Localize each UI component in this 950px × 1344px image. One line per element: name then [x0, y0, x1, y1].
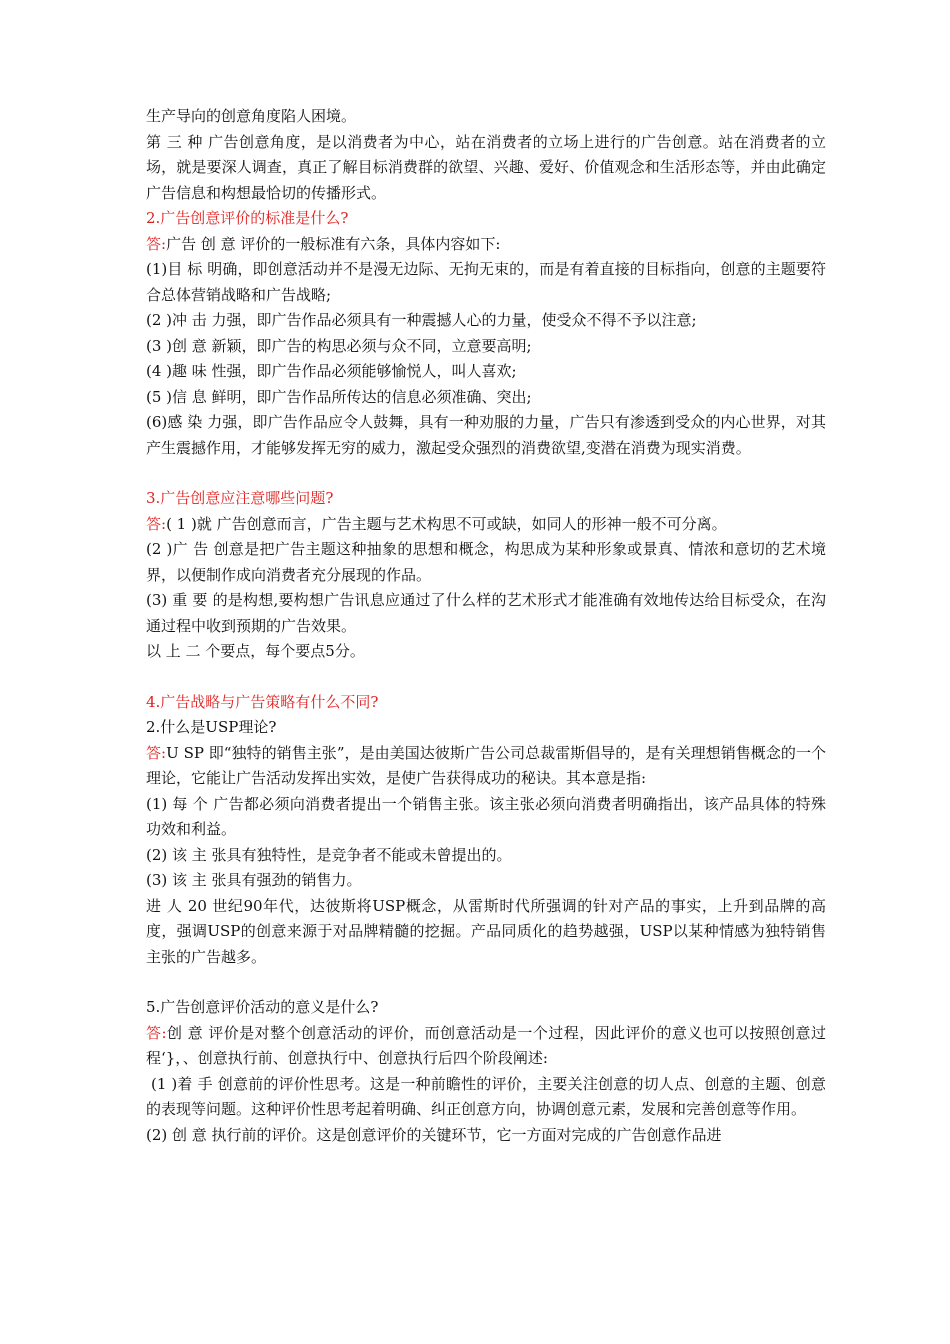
list-item: (4 )趣 味 性强，即广告作品必须能够愉悦人，叫人喜欢; [146, 362, 517, 380]
answer-text: U SP 即“独特的销售主张”，是由美国达彼斯广告公司总裁雷斯倡导的，是有关理想销售概念的一个理论，它能让广告活动发挥出实效，是使广告获得成功的秘诀。其本意是指: [146, 743, 826, 787]
answer-label: 答: [146, 234, 167, 253]
spacer [146, 665, 826, 690]
list-item: (1) 每 个 广告都必须向消费者提出一个销售主张。该主张必须向消费者明确指出，该产品具体的特殊功效和利益。 [146, 794, 826, 838]
document-body [146, 104, 826, 1148]
list-item: (2) 该 主 张具有独特性，是竞争者不能或未曾提出的。 [146, 845, 512, 864]
list-item: (2) 创 意 执行前的评价。这是创意评价的关键环节，它一方面对完成的广告创意作品进 [146, 1125, 722, 1144]
answer-text: ( 1 )就 广告创意而言，广告主题与艺术构思不可或缺，如同人的形神一般不可分离。 [166, 514, 727, 533]
question-4-answer [146, 741, 826, 792]
intro-paragraph: 生产导向的创意角度陷人困境。 [146, 107, 357, 125]
list-item: (1)目 标 明确，即创意活动并不是漫无边际、无拘无束的，而是有着直接的目标指向，创意的主题要符合总体营销战略和广告战略; [146, 260, 826, 304]
list-item: (1 )着 手 创意前的评价性思考。这是一种前瞻性的评价，主要关注创意的切人点、创意的主题、创意的表现等问题。这种评价性思考起着明确、纠正创意方向，协调创意元素，发展和完善创意等作用。 [146, 1074, 826, 1118]
intro-paragraph: 第 三 种 广告创意角度，是以消费者为中心，站在消费者的立场上进行的广告创意。站在消费者的立场，就是要深人调查，真正了解目标消费群的欲望、兴趣、爱好、价值观念和生活形态等，并由此确定广告信息和构想最恰切的传播形式。 [146, 132, 826, 202]
list-item: 以 上 二 个要点，每个要点5分。 [146, 642, 365, 660]
list-item: (6)感 染 力强，即广告作品应令人鼓舞，具有一种劝服的力量，广告只有渗透到受众的内心世界，对其产生震撼作用，才能够发挥无穷的威力，激起受众强烈的消费欲望,变潜在消费为现实消费。 [146, 413, 826, 457]
list-item: (5 )信 息 鲜明，即广告作品所传达的信息必须准确、突出; [146, 387, 532, 406]
question-4-subtitle: 2.什么是USP理论? [146, 718, 277, 736]
list-item: (2 )冲 击 力强，即广告作品必须具有一种震撼人心的力量，使受众不得不予以注意; [146, 311, 697, 329]
list-item: 进 人 20 世纪90年代，达彼斯将USP概念，从雷斯时代所强调的针对产品的事实，上升到品牌的高度，强调USP的创意来源于对品牌精髓的挖掘。产品同质化的趋势越强，USP以某种情感为独特销售主张的广告越多。 [146, 896, 826, 966]
spacer [146, 970, 826, 995]
list-item: (2 )广 告 创意是把广告主题这种抽象的思想和概念，构思成为某种形象或景真、情浓和意切的艺术境界，以便制作成向消费者充分展现的作品。 [146, 540, 826, 584]
spacer [146, 461, 826, 486]
question-2-answer [146, 232, 826, 258]
question-4-title: 4.广告战略与广告策略有什么不同? [146, 692, 379, 711]
answer-label: 答: [146, 514, 167, 533]
list-item: (3 )创 意 新颖，即广告的构思必须与众不同，立意要高明; [146, 336, 532, 355]
question-2-title: 2.广告创意评价的标准是什么? [146, 209, 349, 227]
question-5-answer [146, 1021, 826, 1072]
list-item: (3) 重 要 的是构想,要构想广告讯息应通过了什么样的艺术形式才能准确有效地传达给目标受众，在沟通过程中收到预期的广告效果。 [146, 591, 826, 635]
question-3-answer [146, 512, 826, 538]
question-5-title: 5.广告创意评价活动的意义是什么? [146, 998, 379, 1016]
answer-label: 答: [146, 743, 167, 762]
answer-label: 答: [146, 1023, 167, 1042]
list-item: (3) 该 主 张具有强劲的销售力。 [146, 871, 362, 889]
answer-text: 创 意 评价是对整个创意活动的评价，而创意活动是一个过程，因此评价的意义也可以按照创意过程‘}，、创意执行前、创意执行中、创意执行后四个阶段阐述: [146, 1023, 826, 1067]
question-3-title: 3.广告创意应注意哪些问题? [146, 489, 334, 507]
answer-text: 广告 创 意 评价的一般标准有六条，具体内容如下: [166, 234, 501, 253]
